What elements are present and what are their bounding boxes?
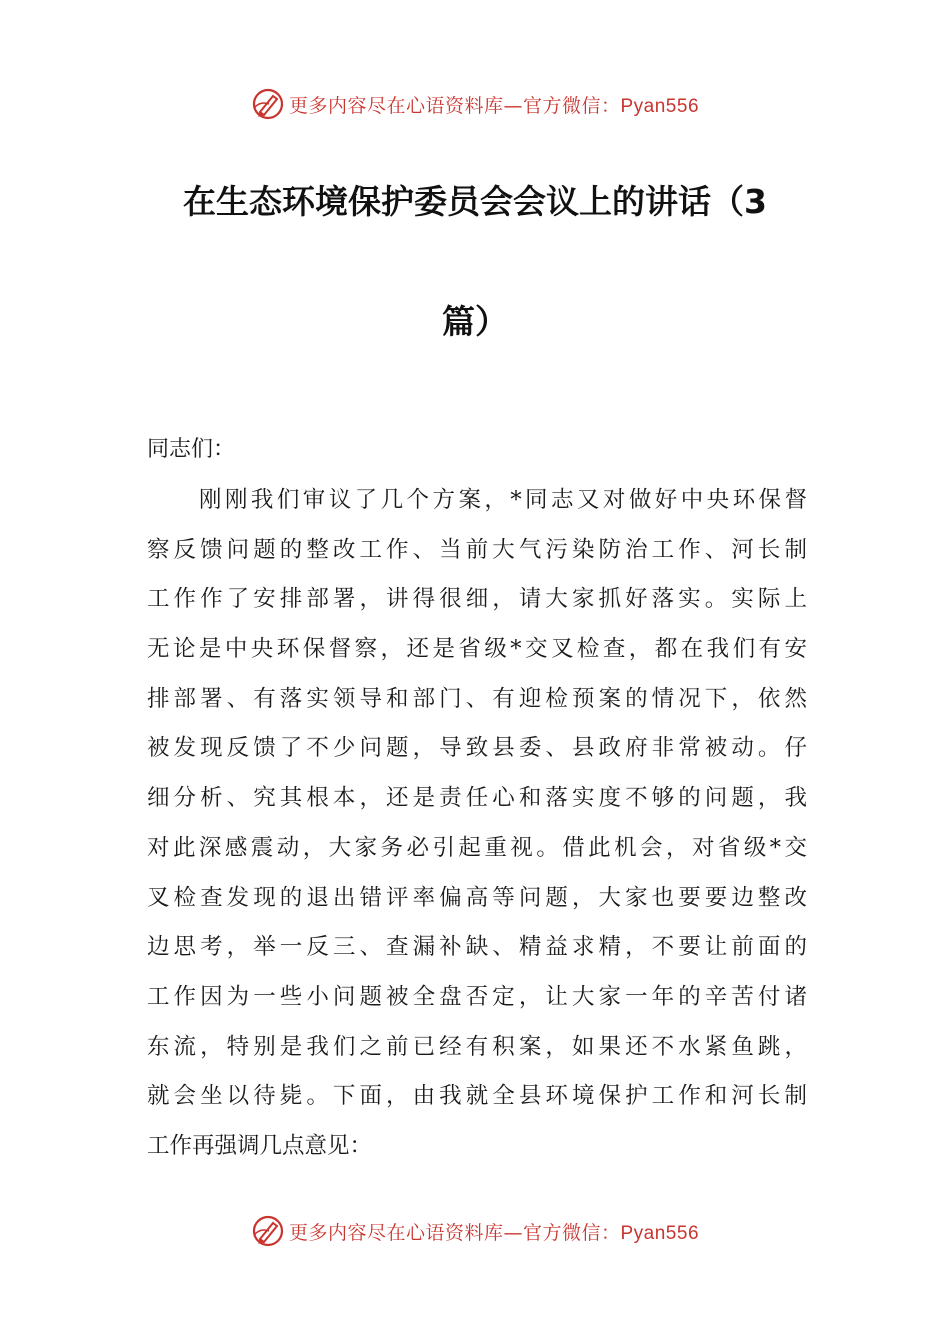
body-line: 东流，特别是我们之前已经有积案，如果还不水紧鱼跳， [147, 1033, 807, 1060]
footer-banner [0, 1211, 950, 1251]
body-line: 工作再强调几点意见： [147, 1132, 373, 1159]
footer-wechat-label: 官方微信： [522, 1221, 621, 1244]
header-banner-separator: — [503, 94, 523, 117]
header-wechat-id: Pyan556 [620, 95, 700, 117]
header-banner-text [289, 91, 699, 118]
footer-banner-separator: — [503, 1221, 523, 1244]
body-line: 细分析、究其根本，还是责任心和落实度不够的问题，我 [147, 785, 807, 812]
body-line: 工作因为一些小问题被全盘否定，让大家一年的辛苦付诸 [147, 983, 807, 1010]
footer-banner-slogan: 更多内容尽在心语资料库 [288, 1221, 504, 1244]
body-line: 对此深感震动，大家务必引起重视。借此机会，对省级*交 [147, 834, 807, 861]
body-line: 刚刚我们审议了几个方案，*同志又对做好中央环保督 [199, 487, 807, 513]
body-line: 边思考，举一反三、查漏补缺、精益求精，不要让前面的 [147, 934, 807, 961]
body-line: 叉检查发现的退出错评率偏高等问题，大家也要要边整改 [147, 884, 807, 911]
body-text [147, 476, 807, 1172]
document-title-line2: 篇） [442, 302, 508, 341]
body-line: 察反馈问题的整改工作、当前大气污染防治工作、河长制 [147, 536, 807, 563]
footer-wechat-id: Pyan556 [620, 1222, 700, 1244]
salutation: 同志们： [147, 437, 236, 462]
pen-logo-icon [251, 1214, 285, 1248]
body-line: 就会坐以待毙。下面，由我就全县环境保护工作和河长制 [147, 1083, 807, 1110]
header-banner [0, 84, 950, 124]
body-line: 被发现反馈了不少问题，导致县委、县政府非常被动。仔 [147, 735, 807, 762]
header-banner-slogan: 更多内容尽在心语资料库 [288, 94, 504, 117]
body-line: 工作作了安排部署，讲得很细，请大家抓好落实。实际上 [147, 586, 807, 613]
body-line: 无论是中央环保督察，还是省级*交叉检查，都在我们有安 [147, 636, 807, 663]
header-wechat-label: 官方微信： [522, 94, 621, 117]
footer-banner-text [289, 1218, 699, 1245]
document-title-line1: 在生态环境保护委员会会议上的讲话（3 [183, 182, 767, 221]
body-line: 排部署、有落实领导和部门、有迎检预案的情况下，依然 [147, 685, 807, 712]
pen-logo-icon [251, 87, 285, 121]
